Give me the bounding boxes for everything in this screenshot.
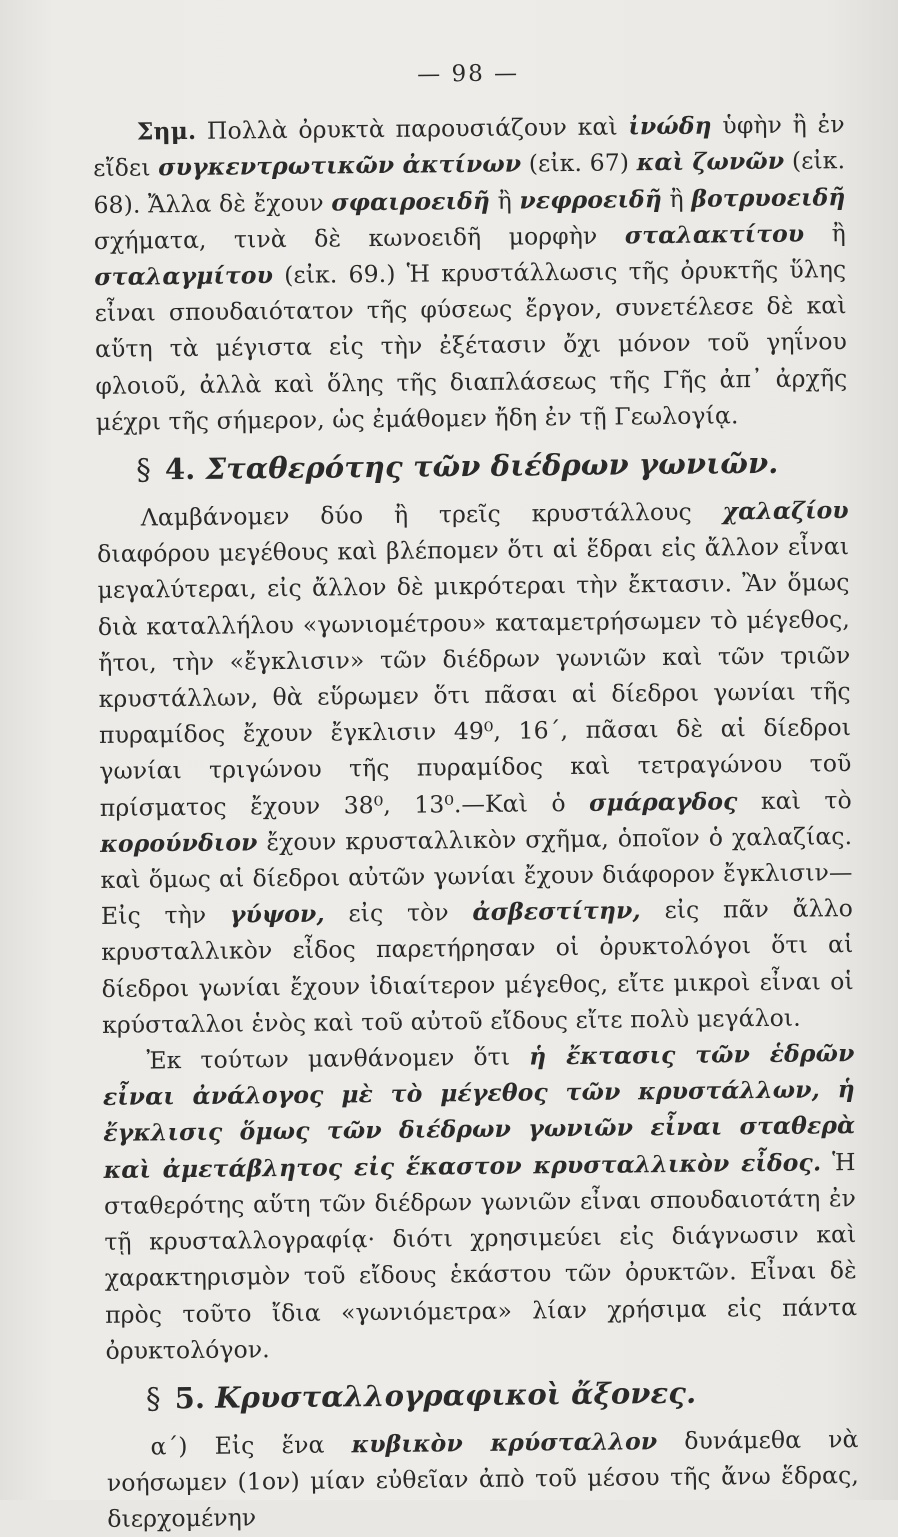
page-text-block — [92, 52, 859, 1537]
paragraph-conclusion: Ἐκ τούτων μανθάνομεν ὅτι ἡ ἔκτασις τῶν ἑδρῶν εἶναι ἀνάλογος μὲ τὸ μέγεθος τῶν κρυστάλλων, ἡ ἔγκλισις ὅμως τῶν διέδρων γωνιῶν εἶναι σταθερὰ καὶ ἀμετάβλητος εἰς ἕκαστον κρυσταλλικὸν εἶδος. Ἡ σταθερότης αὕτη τῶν διέδρων γωνιῶν εἶναι σπουδαιοτάτη ἐν τῇ κρυσταλλογραφίᾳ· διότι χρησιμεύει εἰς διάγνωσιν καὶ χαρακτηρισμὸν τοῦ εἴδους ἑκάστου τῶν ὀρυκτῶν. Εἶναι δὲ πρὸς τοῦτο ἴδια «γωνιόμετρα» λίαν χρήσιμα εἰς πάντα ὀρυκτολόγον. — [102, 1039, 858, 1365]
section-5-heading: § 5. Κρυσταλλογραφικοὶ ἄξονες. — [145, 1375, 697, 1416]
note-paragraph: Σημ. Πολλὰ ὀρυκτὰ παρουσιάζουν καὶ ἰνώδη ὑφὴν ἢ ἐν εἴδει συγκεντρωτικῶν ἀκτίνων (εἰκ. 67) καὶ ζωνῶν (εἰκ. 68). Ἄλλα δὲ ἔχουν σφαιροειδῆ ἢ νεφροειδῆ ἢ βοτρυοειδῆ σχήματα, τινὰ δὲ κωνοειδῆ μορφὴν σταλακτίτου ἢ σταλαγμίτου (εἰκ. 69.) Ἡ κρυστάλλωσις τῆς ὀρυκτῆς ὕλης εἶναι σπουδαιότατον τῆς φύσεως ἔργον, συνετέλεσε δὲ καὶ αὕτη τὰ μέγιστα εἰς τὴν ἐξέτασιν ὄχι μόνον τοῦ γηΐνου φλοιοῦ, ἀλλὰ καὶ ὅλης τῆς διαπλάσεως τῆς Γῆς ἀπ᾽ ἀρχῆς μέχρι τῆς σήμερον, ὡς ἐμάθομεν ἤδη ἐν τῇ Γεωλογίᾳ. — [92, 110, 848, 436]
section-5-title: Κρυσταλλογραφικοὶ ἄξονες. — [215, 1375, 697, 1415]
note-label: Σημ. — [136, 117, 197, 146]
paragraph-constancy: Λαμβάνομεν δύο ἢ τρεῖς κρυστάλλους χαλαζίου διαφόρου μεγέθους καὶ βλέπομεν ὅτι αἱ ἕδραι εἰς ἄλλον εἶναι μεγαλύτεραι, εἰς ἄλλον δὲ μικρότεραι τὴν ἔκτασιν. Ἂν ὅμως διὰ καταλλήλου «γωνιομέτρου» καταμετρήσωμεν τὸ μέγεθος, ἤτοι, τὴν «ἔγκλισιν» τῶν διέδρων γωνιῶν καὶ τῶν τριῶν κρυστάλλων, θὰ εὕρωμεν ὅτι πᾶσαι αἱ δίεδροι γωνίαι τῆς πυραμίδος ἔχουν ἔγκλισιν 49⁰, 16´, πᾶσαι δὲ αἱ δίεδροι γωνίαι τριγώνου τῆς πυραμίδος καὶ τετραγώνου τοῦ πρίσματος ἔχουν 38⁰, 13⁰.—Καὶ ὁ σμάραγδος καὶ τὸ κορούνδιον ἔχουν κρυσταλλικὸν σχῆμα, ὁποῖον ὁ χαλαζίας. καὶ ὅμως αἱ δίεδροι αὐτῶν γωνίαι ἔχουν διάφορον ἔγκλισιν—Εἰς τὴν γύψον, εἰς τὸν ἀσβεστίτην, εἰς πᾶν ἄλλο κρυσταλλικὸν εἶδος παρετήρησαν οἱ ὀρυκτολόγοι ὅτι αἱ δίεδροι γωνίαι ἔχουν ἰδιαίτερον μέγεθος, εἴτε μικροὶ εἶναι οἱ κρύσταλλοι ἑνὸς καὶ τοῦ αὐτοῦ εἴδους εἴτε πολὺ μεγάλοι. — [97, 496, 854, 1039]
page-number: — 98 — — [417, 60, 520, 88]
paragraph-axes: α´) Εἰς ἕνα κυβικὸν κρύσταλλον δυνάμεθα νὰ νοήσωμεν (1ον) μίαν εὐθεῖαν ἀπὸ τοῦ μέσου τῆς ἄνω ἕδρας, διερχομένην — [106, 1424, 860, 1534]
section-4-heading: § 4. Σταθερότης τῶν διέδρων γωνιῶν. — [136, 445, 779, 487]
section-4-title: Σταθερότης τῶν διέδρων γωνιῶν. — [205, 445, 779, 486]
